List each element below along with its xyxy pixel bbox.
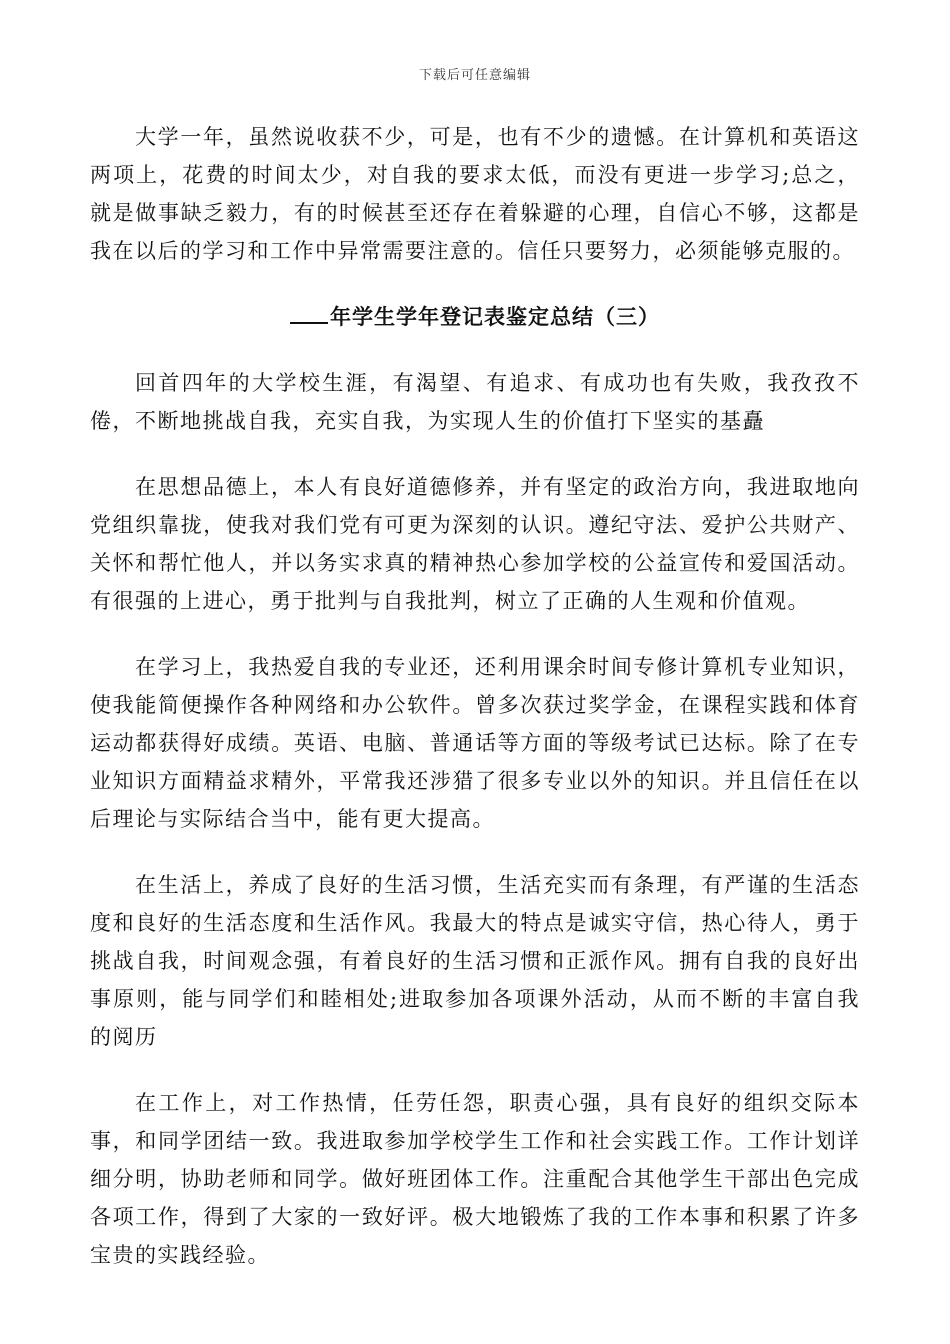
section-heading <box>90 298 860 336</box>
intro-paragraph: 大学一年，虽然说收获不少，可是，也有不少的遗憾。在计算机和英语这两项上，花费的时间太少，对自我的要求太低，而没有更进一步学习;总之，就是做事缺乏毅力，有的时候甚至还存在着躲避的心理，自信心不够，这都是我在以后的学习和工作中异常需要注意的。信任只要努力，必须能够克服的。 <box>90 125 860 263</box>
section-title: 年学生学年登记表鉴定总结（三） <box>330 305 660 329</box>
title-blank-underline <box>290 300 328 324</box>
paragraph-overview: 回首四年的大学校生涯，有渴望、有追求、有成功也有失败，我孜孜不倦，不断地挑战自我，充实自我，为实现人生的价值打下坚实的基矗 <box>90 371 860 433</box>
paragraph-study: 在学习上，我热爱自我的专业还，还利用课余时间专修计算机专业知识，使我能简便操作各种网络和办公软件。曾多次获过奖学金，在课程实践和体育运动都获得好成绩。英语、电脑、普通话等方面的等级考试已达标。除了在专业知识方面精益求精外，平常我还涉猎了很多专业以外的知识。并且信任在以后理论与实际结合当中，能有更大提高。 <box>90 655 860 831</box>
paragraph-morality: 在思想品德上，本人有良好道德修养，并有坚定的政治方向，我进取地向党组织靠拢，使我对我们党有可更为深刻的认识。遵纪守法、爱护公共财产、关怀和帮忙他人，并以务实求真的精神热心参加学校的公益宣传和爱国活动。有很强的上进心，勇于批判与自我批判，树立了正确的人生观和价值观。 <box>90 475 860 613</box>
header-note: 下载后可任意编辑 <box>418 68 531 83</box>
document-body <box>90 118 860 1274</box>
paragraph-work: 在工作上，对工作热情，任劳任怨，职责心强，具有良好的组织交际本事，和同学团结一致。我进取参加学校学生工作和社会实践工作。工作计划详细分明，协助老师和同学。做好班团体工作。注重配合其他学生干部出色完成各项工作，得到了大家的一致好评。极大地锻炼了我的工作本事和积累了许多宝贵的实践经验。 <box>90 1091 860 1267</box>
paragraph-life: 在生活上，养成了良好的生活习惯，生活充实而有条理，有严谨的生活态度和良好的生活态度和生活作风。我最大的特点是诚实守信，热心待人，勇于挑战自我，时间观念强，有着良好的生活习惯和正派作风。拥有自我的良好出事原则，能与同学们和睦相处;进取参加各项课外活动，从而不断的丰富自我的阅历 <box>90 873 860 1049</box>
